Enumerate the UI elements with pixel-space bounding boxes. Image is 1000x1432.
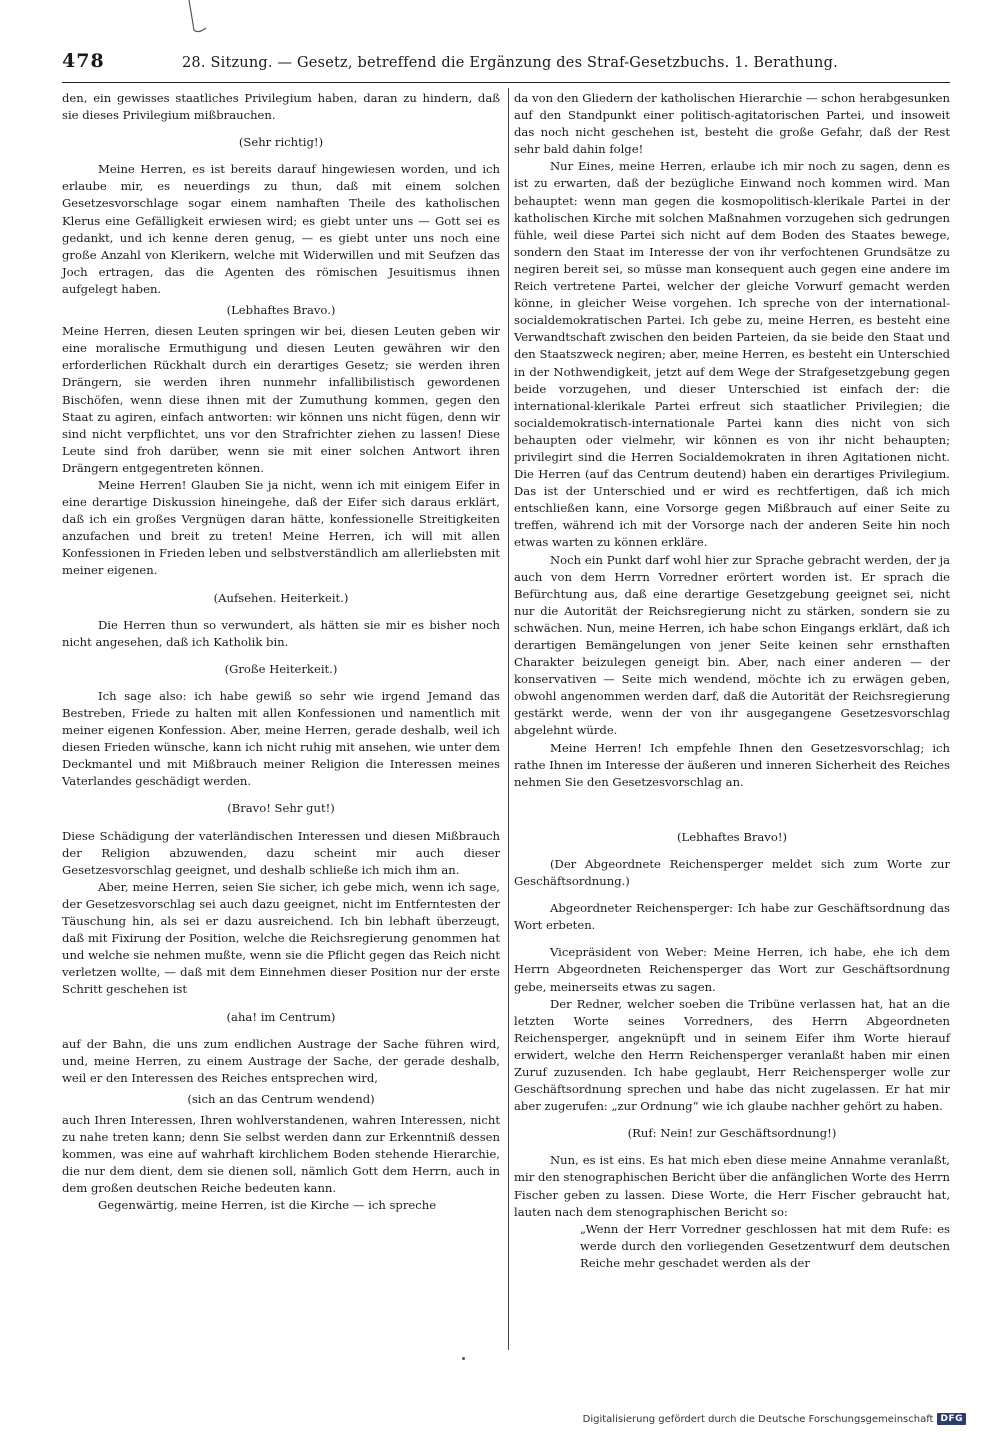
paragraph: Aber, meine Herren, seien Sie sicher, ich gebe mich, wenn ich sage, der Gesetzesvorschlag sei auch dazu geeignet, nicht im Entferntesten der Täuschung hin, als sei er dazu ausreichend. Ich bin lebhaft überzeugt, daß mit Fixirung der Position, welche die Reichsregierung genommen hat und welche sie nehmen mußte, wenn sie die Pflicht gegen das Reich nicht verletzen wollte, — daß mit dem Einnehmen dieser Position nur der erste Schritt geschehen ist (62, 879, 500, 997)
column-divider (508, 88, 509, 1350)
interjection: (Bravo! Sehr gut!) (227, 801, 335, 816)
dfg-logo: DFG (937, 1413, 966, 1425)
paragraph: auf der Bahn, die uns zum endlichen Austrage der Sache führen wird, und, meine Herren, zu einem Austrage der Sache, der gerade deshalb, weil er den Interessen des Reiches entsprechen wird, (62, 1036, 500, 1085)
page-header (62, 50, 950, 80)
speaker-paragraph: Vicepräsident von Weber: Meine Herren, ich habe, ehe ich dem Herrn Abgeordneten Reichensperger das Wort zur Geschäftsordnung gebe, meinerseits etwas zu sagen. (514, 945, 950, 994)
speaker-paragraph: Abgeordneter Reichensperger: Ich habe zur Geschäftsordnung das Wort erbeten. (514, 901, 950, 933)
paragraph: Nur Eines, meine Herren, erlaube ich mir noch zu sagen, denn es ist zu erwarten, daß der bezügliche Einwand noch kommen wird. Man behauptet: wenn man gegen die kosmopolitisch-klerikale Partei in der katholischen Kirche mit solchen Maßnahmen vorzugehen sich gedrungen fühle, weil diese Partei sich nicht auf dem Boden des Staates bewege, sondern den Staat im Interesse der von ihr verfochtenen Grundsätze zu negiren bereit sei, so müsse man konsequent auch gegen eine andere im Reich vertretene Partei, welcher der gleiche Vorwurf gemacht werden könne, in gleicher Weise vorgehen. Ich spreche von der international-socialdemokratischen Partei. Ich gebe zu, meine Herren, es besteht eine Verwandtschaft zwischen den beiden Parteien, da sie beide den Staat und den Staatszweck negiren; aber, meine Herren, es besteht ein Unterschied in der Nothwendigkeit, jetzt auf dem Wege der Strafgesetzgebung gegen beide vorzugehen, und dieser Unterschied ist einfach der: die international-klerikale Partei erfreut sich staatlicher Privilegien; die socialdemokratisch-internationale Partei kann dies nicht von sich behaupten oder vielmehr, wir können es von ihr nicht behaupten; privilegirt sind die Herren Socialdemokraten in ihren Agitationen nicht. Die Herren (auf das Centrum deutend) haben ein derartiges Privilegium. Das ist der Unterschied und er wird es rechtfertigen, daß ich mich entschließen kann, eine Vorsorge gegen Mißbrauch auf einer Seite zu treffen, während ich mit der Vorsorge nach der anderen Seite hin noch etwas warten zu können erkläre. (514, 159, 950, 550)
paragraph: Diese Schädigung der vaterländischen Interessen und diesen Mißbrauch der Religion abzuwenden, dazu scheint mir auch dieser Gesetzesvorschlag geeignet, und deshalb schließe ich mich ihm an. (62, 828, 500, 877)
stage-direction: (sich an das Centrum wendend) (187, 1091, 375, 1106)
paragraph: Meine Herren, es ist bereits darauf hingewiesen worden, und ich erlaube mir, es neuerdings zu thun, daß mit einem solchen Gesetzesvorschlage sogar einem namhaften Theile des katholischen Klerus eine Gefälligkeit erwiesen wird; es giebt unter uns — Gott sei es gedankt, und ich kenne deren genug, — es giebt unter uns noch eine große Anzahl von Klerikern, welche mit Widerwillen und mit Seufzen das Joch ertragen, das die Agenten des römischen Jesuitismus ihnen aufgelegt haben. (62, 162, 500, 296)
interjection: (Lebhaftes Bravo.) (226, 303, 336, 318)
top-corner-mark (186, 0, 210, 34)
paragraph: Nun, es ist eins. Es hat mich eben diese meine Annahme veranlaßt, mir den stenographischen Bericht über die anfänglichen Worte des Herrn Fischer geben zu lassen. Diese Worte, die Herr Fischer gebraucht hat, lauten nach dem stenographischen Bericht so: (514, 1153, 950, 1219)
paragraph: Meine Herren! Glauben Sie ja nicht, wenn ich mit einigem Eifer in eine derartige Diskussion hineingehe, daß der Eifer sich daraus erklärt, daß ich ein großes Vergnügen daran hätte, konfessionelle Streitigkeiten anzufachen und breit zu treten! Meine Herren, ich will mit allen Konfessionen in Frieden leben und selbstverständlich am allerliebsten mit meiner eigenen. (62, 477, 500, 578)
quotation: „Wenn der Herr Vorredner geschlossen hat mit dem Rufe: es werde durch den vorliegenden Gesetzentwurf dem deutschen Reiche mehr geschadet werden als der (580, 1221, 950, 1270)
stray-dot (462, 1357, 465, 1360)
interjection: (aha! im Centrum) (226, 1009, 336, 1024)
interjection: (Ruf: Nein! zur Geschäftsordnung!) (627, 1126, 837, 1141)
running-title: 28. Sitzung. — Gesetz, betreffend die Ergänzung des Straf-Gesetzbuchs. 1. Berathung. (182, 55, 838, 71)
paragraph: Die Herren thun so verwundert, als hätten sie mir es bisher noch nicht angesehen, daß ich Katholik bin. (62, 617, 500, 649)
interjection: (Aufsehen. Heiterkeit.) (213, 590, 349, 605)
paragraph: Ich sage also: ich habe gewiß so sehr wie irgend Jemand das Bestreben, Friede zu halten mit allen Konfessionen und namentlich mit meiner eigenen Konfession. Aber, meine Herren, gerade deshalb, weil ich diesen Frieden wünsche, kann ich nicht ruhig mit ansehen, wie unter dem Deckmantel und mit Mißbrauch meiner Religion die Interessen meines Vaterlandes geschädigt werden. (62, 688, 500, 789)
paragraph: Gegenwärtig, meine Herren, ist die Kirche — ich spreche (98, 1198, 437, 1213)
header-rule (62, 82, 950, 83)
paragraph: Noch ein Punkt darf wohl hier zur Sprache gebracht werden, der ja auch von dem Herrn Vorredner erörtert worden ist. Er sprach die Befürchtung aus, daß eine derartige Gesetzgebung geeignet sei, nicht nur die Autorität der Reichsregierung nicht zu stärken, sondern sie zu schwächen. Nun, meine Herren, ich habe schon Eingangs erklärt, daß ich derartigen Bemängelungen von jener Seite keinen sehr ernsthaften Charakter beizulegen geneigt bin. Aber, nach einer anderen — der konservativen — Seite mich wendend, möchte ich zu erwägen geben, obwohl angenommen werden darf, daß die Autorität der Reichsregierung gestärkt werde, wenn der von ihr ausgegangene Gesetzesvorschlag abgelehnt würde. (514, 552, 950, 738)
interjection: (Lebhaftes Bravo!) (676, 829, 788, 844)
paragraph: Meine Herren! Ich empfehle Ihnen den Gesetzesvorschlag; ich rathe Ihnen im Interesse der äußeren und inneren Sicherheit des Reiches nehmen Sie den Gesetzesvorschlag an. (514, 740, 950, 789)
paragraph: da von den Gliedern der katholischen Hierarchie — schon herabgesunken auf den Standpunkt einer politisch-agitatorischen Partei, und insoweit das noch nicht geschehen ist, besteht die große Gefahr, daß der Rest sehr bald dahin folge! (514, 91, 950, 157)
paragraph: Meine Herren, diesen Leuten springen wir bei, diesen Leuten geben wir eine moralische Ermuthigung und diesen Leuten gewähren wir den erforderlichen Rückhalt durch ein derartiges Gesetz; sie werden ihren Drängern, sie werden ihren nunmehr infallibilistisch gewordenen Bischöfen, wenn diese ihnen mit der Zumuthung kommen, gegen den Staat zu agiren, einfach antworten: wir können uns nicht fügen, denn wir sind nicht verpflichtet, uns vor den Strafrichter ziehen zu lassen! Diese Leute sind froh darüber, wenn sie mit einer solchen Antwort ihren Drängern entgegentreten können. (62, 324, 500, 475)
paragraph: Der Redner, welcher soeben die Tribüne verlassen hat, hat an die letzten Worte seines Vorredners, des Herrn Abgeordneten Reichensperger, angeknüpft und in seinem Eifer ihm Worte hierauf erwidert, welche den Herrn Reichensperger veranlaßt haben mir einen Zuruf zuzusenden. Ich habe geglaubt, Herr Reichensperger wolle zur Geschäftsordnung sprechen und habe das nicht zugelassen. Er hat mir aber zugerufen: „zur Ordnung“ wie ich glaube nachher gehört zu haben. (514, 996, 950, 1114)
paragraph: den, ein gewisses staatliches Privilegium haben, daran zu hindern, daß sie dieses Privilegium mißbrauchen. (62, 91, 500, 123)
left-column (62, 90, 500, 1215)
right-column (514, 90, 950, 1272)
footer-text: Digitalisierung gefördert durch die Deutsche Forschungsgemeinschaft (582, 1413, 934, 1425)
interjection: (Sehr richtig!) (238, 135, 324, 150)
paragraph: auch Ihren Interessen, Ihren wohlverstandenen, wahren Interessen, nicht zu nahe treten kann; denn Sie selbst werden dann zur Erkenntniß dessen kommen, was eine auf wahrhaft kirchlichem Boden stehende Hierarchie, die nur dem dient, dem sie dienen soll, nämlich Gott dem Herrn, auch in dem großen deutschen Reiche bedeuten kann. (62, 1112, 500, 1196)
interjection: (Große Heiterkeit.) (224, 661, 338, 676)
footer (583, 1408, 966, 1430)
stage-direction: (Der Abgeordnete Reichensperger meldet sich zum Worte zur Geschäftsordnung.) (514, 856, 950, 889)
spacer (514, 791, 950, 819)
page-number: 478 (62, 50, 105, 72)
